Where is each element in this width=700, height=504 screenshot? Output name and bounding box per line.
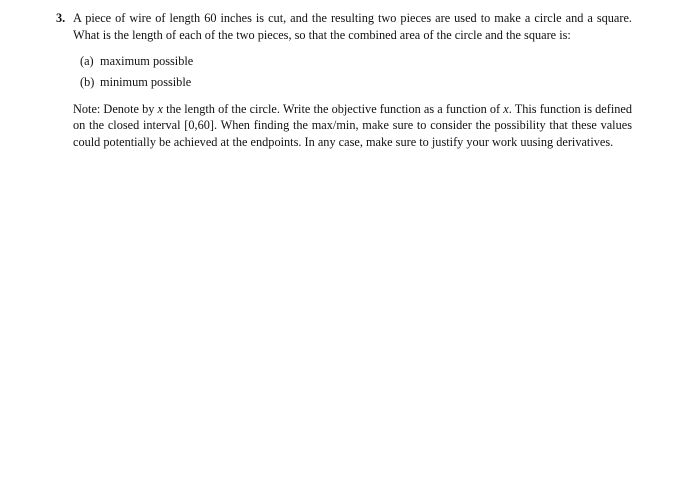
note-paragraph — [73, 101, 632, 151]
note-text-2: the length of the circle. Write the objective function as a function of — [162, 101, 504, 116]
note-text-3: . This function is defined on the closed interval — [73, 101, 632, 132]
part-b-text: minimum possible — [100, 75, 192, 89]
note-variable-x-2: x — [503, 101, 509, 116]
problem-parts — [80, 53, 632, 91]
part-b — [80, 74, 632, 91]
part-a — [80, 53, 632, 70]
note-text-4: . When finding the max/min, make sure to consider the possibility that these values could potentially be achieved at the endpoints. In any case, make sure to justify your work uusing derivatives. — [73, 118, 632, 149]
problem-number: 3. — [56, 11, 66, 25]
problem-statement: A piece of wire of length 60 inches is cut, and the resulting two pieces are used to make a circle and a square. What is the length of each of the two pieces, so that the combined area of the circle and the square is: — [73, 11, 632, 42]
part-a-text: maximum possible — [100, 54, 194, 68]
note-text-1: Note: Denote by — [73, 101, 158, 116]
part-b-label: (b) — [80, 75, 95, 89]
part-a-label: (a) — [80, 54, 94, 68]
note-variable-x: x — [157, 101, 163, 116]
note-interval: [0,60] — [184, 118, 214, 132]
problem-3 — [56, 10, 632, 150]
